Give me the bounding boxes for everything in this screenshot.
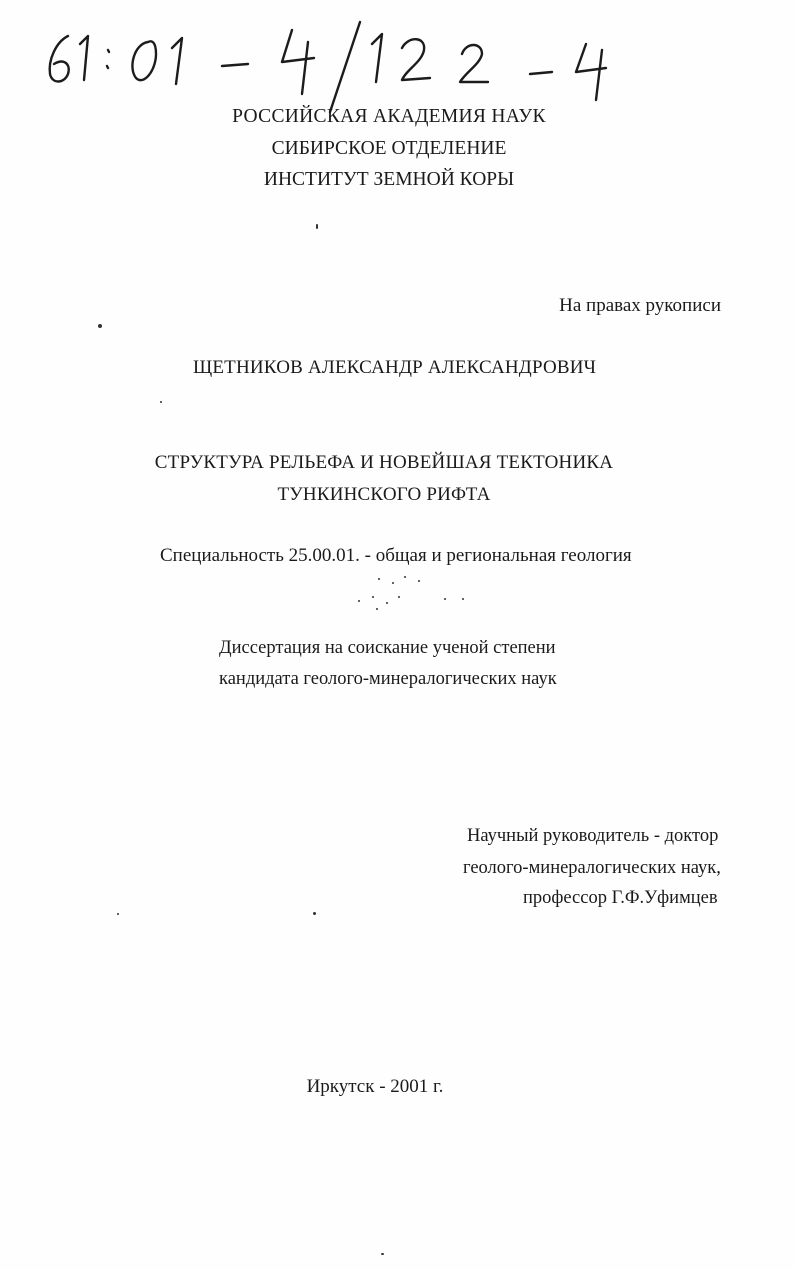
scan-speck xyxy=(98,324,102,328)
scan-speck xyxy=(358,600,360,602)
scan-speck xyxy=(160,401,162,403)
handwritten-code xyxy=(30,8,630,118)
dissertation-title-line-1: СТРУКТУРА РЕЛЬЕФА И НОВЕЙШАЯ ТЕКТОНИКА xyxy=(154,452,614,473)
supervisor-line-2: геолого-минералогических наук, xyxy=(463,858,721,878)
specialty: Специальность 25.00.01. - общая и региональная геология xyxy=(160,545,632,566)
institute-name: ИНСТИТУТ ЗЕМНОЙ КОРЫ xyxy=(263,169,515,190)
scan-speck xyxy=(381,1253,384,1255)
scan-speck xyxy=(316,224,318,229)
manuscript-note: На правах рукописи xyxy=(559,295,721,316)
scan-speck xyxy=(398,596,400,598)
dissertation-title-line-2: ТУНКИНСКОГО РИФТА xyxy=(277,484,491,505)
scan-speck xyxy=(313,912,316,915)
author-name: ЩЕТНИКОВ АЛЕКСАНДР АЛЕКСАНДРОВИЧ xyxy=(193,357,597,378)
scan-speck xyxy=(117,913,119,915)
place-and-year: Иркутск - 2001 г. xyxy=(306,1076,444,1097)
scan-speck xyxy=(462,598,464,600)
scan-speck xyxy=(392,582,394,584)
degree-statement-line-1: Диссертация на соискание ученой степени xyxy=(219,638,556,658)
scan-speck xyxy=(444,598,446,600)
supervisor-line-1: Научный руководитель - доктор xyxy=(467,826,719,846)
scan-speck xyxy=(378,578,380,580)
scan-speck xyxy=(404,576,406,578)
scan-speck xyxy=(376,608,378,610)
degree-statement-line-2: кандидата геолого-минералогических наук xyxy=(219,669,557,689)
handwritten-code-drawing xyxy=(30,8,630,118)
scan-speck xyxy=(386,602,388,604)
scan-speck xyxy=(372,596,374,598)
organization-branch: СИБИРСКОЕ ОТДЕЛЕНИЕ xyxy=(271,138,507,159)
supervisor-line-3: профессор Г.Ф.Уфимцев xyxy=(523,888,718,908)
organization-name: РОССИЙСКАЯ АКАДЕМИЯ НАУК xyxy=(232,106,546,127)
scan-speck xyxy=(418,580,420,582)
